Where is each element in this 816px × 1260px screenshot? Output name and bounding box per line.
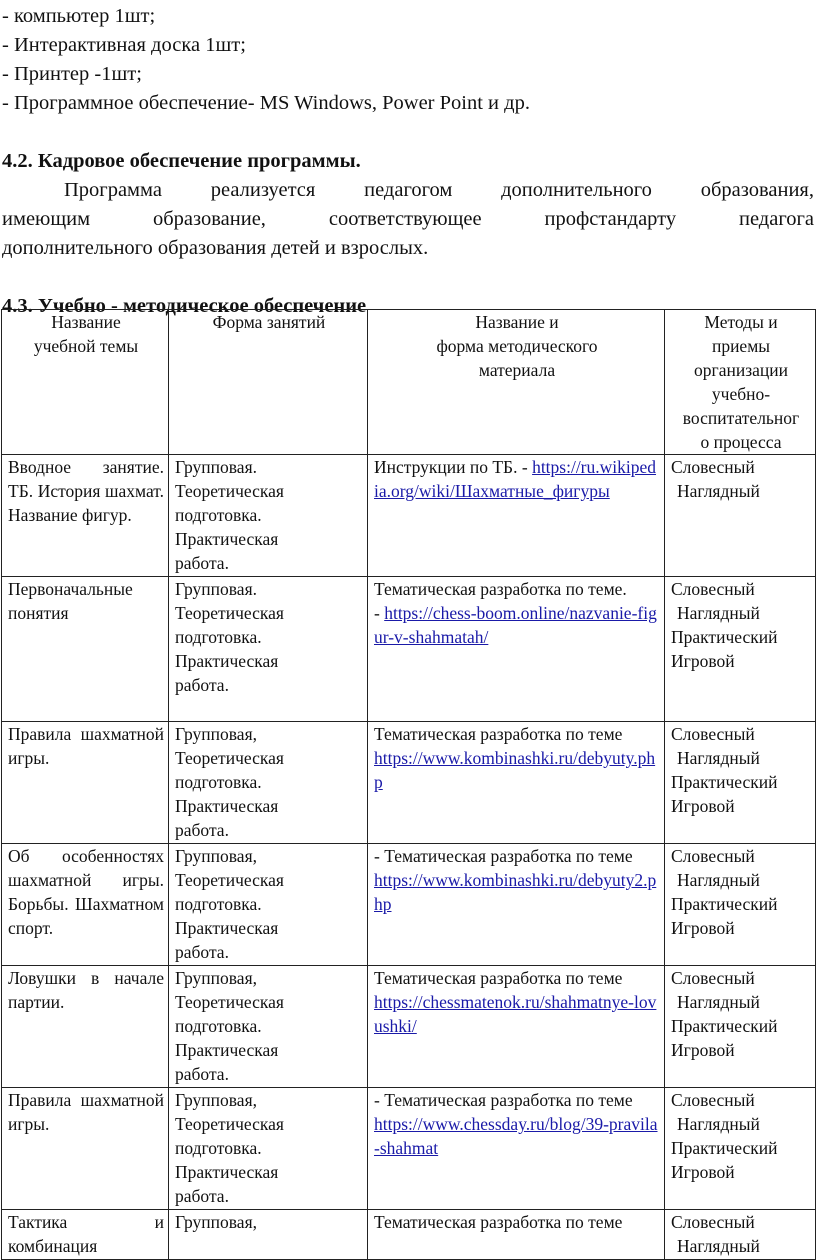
form-line: подготовка. xyxy=(175,894,262,914)
header-form: Форма занятий xyxy=(169,310,368,455)
cell-material xyxy=(368,1088,665,1210)
table-row xyxy=(2,455,816,577)
form-line: подготовка. xyxy=(175,772,262,792)
cell-topic: Об особенностях шахматной игры. Борьбы. Шахматном спорт. xyxy=(2,844,169,966)
form-line: Теоретическая xyxy=(175,481,284,501)
method-line: Наглядный xyxy=(677,748,760,768)
table-row xyxy=(2,1088,816,1210)
cell-form xyxy=(169,455,368,577)
cell-topic: Правила шахматной игры. xyxy=(2,1088,169,1210)
header-material: Название и форма методического материала xyxy=(368,310,665,455)
table-row xyxy=(2,844,816,966)
method-line: Игровой xyxy=(671,918,735,938)
form-line: Теоретическая xyxy=(175,870,284,890)
form-line: Теоретическая xyxy=(175,603,284,623)
method-line: Игровой xyxy=(671,1162,735,1182)
form-line: Практическая xyxy=(175,1162,279,1182)
equipment-item: - Интерактивная доска 1шт; xyxy=(2,34,246,56)
material-text: - Тематическая разработка по теме xyxy=(374,1090,633,1110)
form-line: работа. xyxy=(175,820,229,840)
material-text: Тематическая разработка по теме xyxy=(374,1212,623,1232)
cell-material xyxy=(368,1210,665,1260)
cell-material xyxy=(368,844,665,966)
cell-material xyxy=(368,577,665,722)
material-link[interactable]: https://www.kombinashki.ru/debyuty.php xyxy=(374,748,656,792)
method-line: Практический xyxy=(671,772,778,792)
cell-form xyxy=(169,1088,368,1210)
material-prefix: - xyxy=(374,603,385,623)
methodical-table xyxy=(1,309,816,1260)
table-row xyxy=(2,722,816,844)
cell-methods xyxy=(665,966,816,1088)
form-line: Практическая xyxy=(175,529,279,549)
cell-form xyxy=(169,1210,368,1260)
form-line: Практическая xyxy=(175,651,279,671)
table-row xyxy=(2,1210,816,1260)
method-line: Словесный xyxy=(671,1090,755,1110)
method-line: Игровой xyxy=(671,651,735,671)
equipment-item: - Программное обеспечение- MS Windows, Power Point и др. xyxy=(2,92,530,114)
cell-methods xyxy=(665,722,816,844)
method-line: Наглядный xyxy=(677,1114,760,1134)
method-line: Словесный xyxy=(671,846,755,866)
method-line: Игровой xyxy=(671,1040,735,1060)
cell-form xyxy=(169,722,368,844)
staffing-paragraph-line: дополнительного образования детей и взрослых. xyxy=(2,237,429,259)
method-line: Наглядный xyxy=(677,1236,760,1256)
cell-form xyxy=(169,966,368,1088)
cell-topic: Первоначальные понятия xyxy=(2,577,169,722)
material-link[interactable]: https://ru.wikipedia.org/wiki/Шахматные_фигуры xyxy=(374,457,657,501)
form-line: Теоретическая xyxy=(175,992,284,1012)
form-line: Теоретическая xyxy=(175,1114,284,1134)
cell-material xyxy=(368,722,665,844)
table-header-row xyxy=(2,310,816,455)
method-line: Словесный xyxy=(671,1212,755,1232)
spacer xyxy=(2,263,814,292)
form-line: подготовка. xyxy=(175,1016,262,1036)
form-line: Групповая, xyxy=(175,968,257,988)
form-line: Групповая, xyxy=(175,724,257,744)
form-line: работа. xyxy=(175,1064,229,1084)
material-text: - Тематическая разработка по теме xyxy=(374,846,633,866)
cell-methods xyxy=(665,577,816,722)
method-line: Наглядный xyxy=(677,992,760,1012)
header-topic: Название учебной темы xyxy=(2,310,169,455)
form-line: Групповая. xyxy=(175,579,257,599)
form-line: Теоретическая xyxy=(175,748,284,768)
material-link[interactable]: https://www.chessday.ru/blog/39-pravila-shahmat xyxy=(374,1114,658,1158)
method-line: Словесный xyxy=(671,457,755,477)
cell-form xyxy=(169,577,368,722)
header-methods: Методы и приемы организации учебно- воспитательног о процесса xyxy=(665,310,816,455)
staffing-paragraph-line: имеющим образование, соответствующее профстандарту педагога xyxy=(2,208,814,230)
material-text: Инструкции по ТБ. - xyxy=(374,457,528,477)
form-line: работа. xyxy=(175,553,229,573)
cell-topic: Вводное занятие. ТБ. История шахмат. Название фигур. xyxy=(2,455,169,577)
equipment-item: - Принтер -1шт; xyxy=(2,63,142,85)
staffing-paragraph-line: Программа реализуется педагогом дополнительного образования, xyxy=(64,179,814,201)
method-line: Наглядный xyxy=(677,603,760,623)
method-line: Практический xyxy=(671,1016,778,1036)
material-link[interactable]: https://www.kombinashki.ru/debyuty2.php xyxy=(374,870,657,914)
method-line: Словесный xyxy=(671,968,755,988)
cell-form xyxy=(169,844,368,966)
section-heading-methodical: 4.3. Учебно - методическое обеспечение xyxy=(2,295,367,317)
cell-methods xyxy=(665,455,816,577)
form-line: Групповая, xyxy=(175,1090,257,1110)
form-line: Групповая, xyxy=(175,1212,257,1232)
form-line: Практическая xyxy=(175,918,279,938)
method-line: Практический xyxy=(671,627,778,647)
method-line: Игровой xyxy=(671,796,735,816)
method-line: Словесный xyxy=(671,579,755,599)
document-body xyxy=(2,2,814,321)
method-line: Наглядный xyxy=(677,870,760,890)
cell-topic: Тактика и комбинация xyxy=(2,1210,169,1260)
form-line: Практическая xyxy=(175,796,279,816)
form-line: работа. xyxy=(175,675,229,695)
form-line: работа. xyxy=(175,942,229,962)
cell-methods xyxy=(665,1210,816,1260)
method-line: Практический xyxy=(671,1138,778,1158)
table-row xyxy=(2,966,816,1088)
method-line: Практический xyxy=(671,894,778,914)
material-link[interactable]: https://chessmatenok.ru/shahmatnye-lovushki/ xyxy=(374,992,657,1036)
cell-methods xyxy=(665,844,816,966)
cell-topic: Правила шахматной игры. xyxy=(2,722,169,844)
form-line: работа. xyxy=(175,1186,229,1206)
section-heading-staffing: 4.2. Кадровое обеспечение программы. xyxy=(2,150,361,172)
spacer xyxy=(2,118,814,147)
form-line: Групповая, xyxy=(175,846,257,866)
equipment-item: - компьютер 1шт; xyxy=(2,5,156,27)
method-line: Наглядный xyxy=(677,481,760,501)
form-line: подготовка. xyxy=(175,1138,262,1158)
material-link[interactable]: https://chess-boom.online/nazvanie-figur-v-shahmatah/ xyxy=(374,603,657,647)
form-line: Практическая xyxy=(175,1040,279,1060)
material-text: Тематическая разработка по теме xyxy=(374,724,623,744)
material-text: Тематическая разработка по теме xyxy=(374,968,623,988)
cell-material xyxy=(368,966,665,1088)
material-text: Тематическая разработка по теме. xyxy=(374,579,627,599)
cell-topic: Ловушки в начале партии. xyxy=(2,966,169,1088)
cell-methods xyxy=(665,1088,816,1210)
table-row xyxy=(2,577,816,722)
cell-material xyxy=(368,455,665,577)
form-line: Групповая. xyxy=(175,457,257,477)
form-line: подготовка. xyxy=(175,505,262,525)
form-line: подготовка. xyxy=(175,627,262,647)
method-line: Словесный xyxy=(671,724,755,744)
